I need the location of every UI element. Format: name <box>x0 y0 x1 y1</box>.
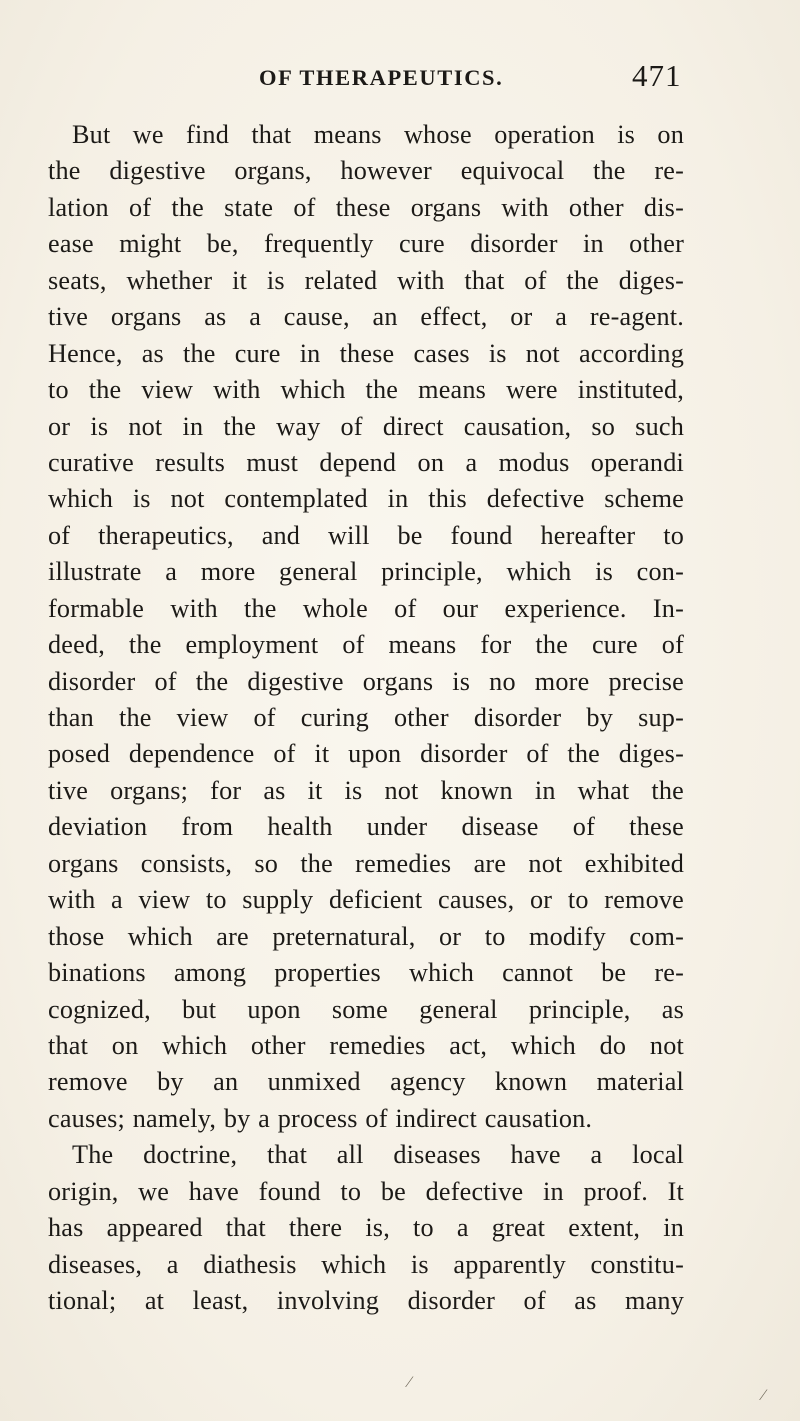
text-line: has appeared that there is, to a great extent, in <box>48 1213 684 1243</box>
text-line: curative results must depend on a modus operandi <box>48 447 684 477</box>
text-line: deviation from health under disease of these <box>48 812 684 842</box>
text-line: Hence, as the cure in these cases is not according <box>48 338 684 368</box>
text-line: origin, we have found to be defective in proof. It <box>48 1176 684 1206</box>
text-line: binations among properties which cannot be re- <box>48 958 684 988</box>
text-line: ease might be, frequently cure disorder in other <box>48 229 684 259</box>
text-line: deed, the employment of means for the cure of <box>48 630 684 660</box>
text-line: lation of the state of these organs with other dis- <box>48 192 684 222</box>
text-line: remove by an unmixed agency known material <box>48 1067 684 1097</box>
print-speck: ⁄ <box>762 1387 765 1404</box>
text-line: organs consists, so the remedies are not exhibited <box>48 848 684 878</box>
text-line: seats, whether it is related with that of the diges- <box>48 265 684 295</box>
text-line: But we find that means whose operation is on <box>72 120 684 149</box>
body-text <box>48 117 684 1319</box>
text-line: to the view with which the means were instituted, <box>48 375 684 405</box>
print-speck: ⁄ <box>408 1374 411 1391</box>
text-line: those which are preternatural, or to modify com- <box>48 921 684 951</box>
text-line: tional; at least, involving disorder of as many <box>48 1286 684 1315</box>
text-line: illustrate a more general principle, which is con- <box>48 557 684 587</box>
text-line: than the view of curing other disorder by sup- <box>48 703 684 732</box>
text-line: that on which other remedies act, which do not <box>48 1030 684 1060</box>
text-line: tive organs as a cause, an effect, or a re-agent. <box>48 302 684 332</box>
text-line: causes; namely, by a process of indirect causation. <box>48 1103 593 1133</box>
text-line: posed dependence of it upon disorder of the diges- <box>48 739 684 769</box>
page-number: 471 <box>632 58 682 93</box>
text-line: The doctrine, that all diseases have a local <box>72 1140 684 1170</box>
running-head <box>0 58 800 102</box>
text-line: with a view to supply deficient causes, or to remove <box>48 885 684 915</box>
text-line: diseases, a diathesis which is apparently constitu- <box>48 1249 684 1279</box>
text-line: or is not in the way of direct causation, so such <box>48 411 684 441</box>
text-line: the digestive organs, however equivocal the re- <box>48 156 684 186</box>
text-line: tive organs; for as it is not known in what the <box>48 775 684 805</box>
text-line: formable with the whole of our experience. In- <box>48 593 684 623</box>
text-line: which is not contemplated in this defective scheme <box>48 484 684 514</box>
text-line: cognized, but upon some general principle, as <box>48 994 684 1024</box>
running-head-title: OF THERAPEUTICS. <box>259 65 504 90</box>
text-line: of therapeutics, and will be found hereafter to <box>48 520 684 550</box>
text-line: disorder of the digestive organs is no more precise <box>48 666 684 696</box>
